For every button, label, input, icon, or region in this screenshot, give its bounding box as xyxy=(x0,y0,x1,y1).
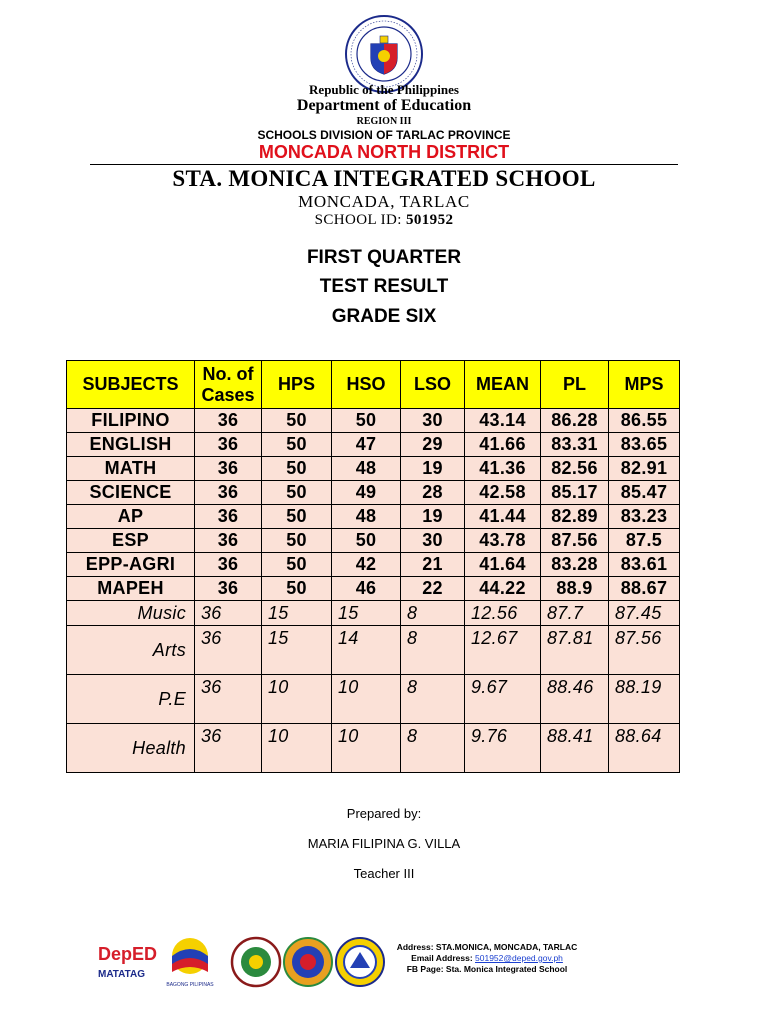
value-cell: 30 xyxy=(401,529,465,553)
value-cell: 28 xyxy=(401,481,465,505)
value-cell: 19 xyxy=(401,457,465,481)
table-row xyxy=(67,577,680,601)
value-cell: 41.66 xyxy=(465,433,541,457)
value-cell: 41.44 xyxy=(465,505,541,529)
table-row xyxy=(67,675,680,724)
column-header: HPS xyxy=(262,361,332,409)
value-cell: 85.17 xyxy=(541,481,609,505)
value-cell: 50 xyxy=(332,529,401,553)
title-test-result: TEST RESULT xyxy=(319,276,449,297)
table-row xyxy=(67,505,680,529)
value-cell: 83.61 xyxy=(609,553,680,577)
value-cell: 88.9 xyxy=(541,577,609,601)
value-cell: 41.64 xyxy=(465,553,541,577)
school-name: STA. MONICA INTEGRATED SCHOOL xyxy=(172,166,596,191)
table-row xyxy=(67,457,680,481)
email-link[interactable]: 501952@deped.gov.ph xyxy=(475,953,563,963)
value-cell: 12.67 xyxy=(465,626,541,675)
column-header: No. of Cases xyxy=(195,361,262,409)
value-cell: 22 xyxy=(401,577,465,601)
subject-cell: MATH xyxy=(67,457,195,481)
value-cell: 46 xyxy=(332,577,401,601)
subject-cell: ESP xyxy=(67,529,195,553)
subject-cell: Health xyxy=(67,724,195,773)
table-row xyxy=(67,529,680,553)
value-cell: 88.67 xyxy=(609,577,680,601)
table-row xyxy=(67,626,680,675)
svg-text:BAGONG PILIPINAS: BAGONG PILIPINAS xyxy=(166,982,214,988)
value-cell: 12.56 xyxy=(465,601,541,626)
subject-cell: SCIENCE xyxy=(67,481,195,505)
svg-text:MATATAG: MATATAG xyxy=(98,969,146,980)
subject-cell: FILIPINO xyxy=(67,409,195,433)
republic-line: Republic of the Philippines xyxy=(309,82,459,97)
subject-cell: EPP-AGRI xyxy=(67,553,195,577)
value-cell: 87.56 xyxy=(609,626,680,675)
value-cell: 48 xyxy=(332,505,401,529)
district-line: MONCADA NORTH DISTRICT xyxy=(258,142,510,162)
value-cell: 36 xyxy=(195,675,262,724)
preparer-name: MARIA FILIPINA G. VILLA xyxy=(307,836,461,851)
value-cell: 87.7 xyxy=(541,601,609,626)
school-id xyxy=(0,212,768,229)
value-cell: 10 xyxy=(332,675,401,724)
value-cell: 85.47 xyxy=(609,481,680,505)
value-cell: 50 xyxy=(262,481,332,505)
column-header: LSO xyxy=(401,361,465,409)
value-cell: 9.67 xyxy=(465,675,541,724)
value-cell: 50 xyxy=(262,577,332,601)
value-cell: 10 xyxy=(332,724,401,773)
prepared-by-label: Prepared by: xyxy=(346,806,422,821)
value-cell: 87.56 xyxy=(541,529,609,553)
preparer-position: Teacher III xyxy=(353,866,415,881)
value-cell: 14 xyxy=(332,626,401,675)
value-cell: 83.31 xyxy=(541,433,609,457)
value-cell: 50 xyxy=(332,409,401,433)
table-row xyxy=(67,601,680,626)
value-cell: 48 xyxy=(332,457,401,481)
value-cell: 88.64 xyxy=(609,724,680,773)
value-cell: 36 xyxy=(195,409,262,433)
bagong-pilipinas-logo xyxy=(166,938,214,988)
value-cell: 36 xyxy=(195,481,262,505)
subject-cell: AP xyxy=(67,505,195,529)
value-cell: 87.45 xyxy=(609,601,680,626)
value-cell: 44.22 xyxy=(465,577,541,601)
value-cell: 43.78 xyxy=(465,529,541,553)
value-cell: 47 xyxy=(332,433,401,457)
value-cell: 41.36 xyxy=(465,457,541,481)
footer-email xyxy=(392,953,582,964)
value-cell: 36 xyxy=(195,724,262,773)
table-row xyxy=(67,724,680,773)
column-header: PL xyxy=(541,361,609,409)
deped-matatag-logo xyxy=(98,944,157,980)
footer-email-label: Email Address: xyxy=(411,953,476,963)
value-cell: 8 xyxy=(401,626,465,675)
value-cell: 50 xyxy=(262,505,332,529)
value-cell: 82.89 xyxy=(541,505,609,529)
division-seal-logo xyxy=(232,938,280,986)
value-cell: 86.55 xyxy=(609,409,680,433)
subject-cell: P.E xyxy=(67,675,195,724)
value-cell: 36 xyxy=(195,529,262,553)
value-cell: 88.46 xyxy=(541,675,609,724)
column-header: MPS xyxy=(609,361,680,409)
table-row xyxy=(67,409,680,433)
value-cell: 50 xyxy=(262,409,332,433)
value-cell: 15 xyxy=(262,601,332,626)
value-cell: 8 xyxy=(401,601,465,626)
value-cell: 21 xyxy=(401,553,465,577)
district-seal-logo xyxy=(284,938,332,986)
table-row xyxy=(67,481,680,505)
value-cell: 9.76 xyxy=(465,724,541,773)
value-cell: 88.41 xyxy=(541,724,609,773)
value-cell: 36 xyxy=(195,457,262,481)
school-address: MONCADA, TARLAC xyxy=(298,192,470,211)
title-grade: GRADE SIX xyxy=(331,306,437,327)
value-cell: 36 xyxy=(195,433,262,457)
value-cell: 87.81 xyxy=(541,626,609,675)
column-header: HSO xyxy=(332,361,401,409)
value-cell: 83.28 xyxy=(541,553,609,577)
value-cell: 10 xyxy=(262,675,332,724)
department-line: Department of Education xyxy=(296,97,472,114)
header-divider xyxy=(90,164,678,165)
value-cell: 49 xyxy=(332,481,401,505)
value-cell: 42.58 xyxy=(465,481,541,505)
footer-logos xyxy=(98,934,388,990)
subject-cell: ENGLISH xyxy=(67,433,195,457)
value-cell: 83.65 xyxy=(609,433,680,457)
value-cell: 82.56 xyxy=(541,457,609,481)
value-cell: 36 xyxy=(195,601,262,626)
table-row xyxy=(67,553,680,577)
footer-contact xyxy=(392,942,582,975)
value-cell: 50 xyxy=(262,529,332,553)
value-cell: 36 xyxy=(195,626,262,675)
title-quarter: FIRST QUARTER xyxy=(306,247,462,268)
value-cell: 36 xyxy=(195,505,262,529)
table-header-row xyxy=(67,361,680,409)
value-cell: 88.19 xyxy=(609,675,680,724)
value-cell: 30 xyxy=(401,409,465,433)
value-cell: 50 xyxy=(262,433,332,457)
value-cell: 10 xyxy=(262,724,332,773)
value-cell: 36 xyxy=(195,553,262,577)
value-cell: 86.28 xyxy=(541,409,609,433)
region-line: REGION III xyxy=(356,116,412,127)
subject-cell: Music xyxy=(67,601,195,626)
footer-address: Address: STA.MONICA, MONCADA, TARLAC xyxy=(396,942,578,952)
value-cell: 8 xyxy=(401,675,465,724)
value-cell: 50 xyxy=(262,457,332,481)
value-cell: 42 xyxy=(332,553,401,577)
value-cell: 83.23 xyxy=(609,505,680,529)
value-cell: 29 xyxy=(401,433,465,457)
table-row xyxy=(67,433,680,457)
subject-cell: Arts xyxy=(67,626,195,675)
value-cell: 82.91 xyxy=(609,457,680,481)
school-seal-logo xyxy=(336,938,384,986)
footer-fb-page: FB Page: Sta. Monica Integrated School xyxy=(406,964,568,974)
subject-cell: MAPEH xyxy=(67,577,195,601)
value-cell: 15 xyxy=(332,601,401,626)
svg-text:DepED: DepED xyxy=(98,944,158,964)
results-table xyxy=(66,360,680,773)
school-id-label: SCHOOL ID: xyxy=(314,212,406,228)
value-cell: 50 xyxy=(262,553,332,577)
division-line: SCHOOLS DIVISION OF TARLAC PROVINCE xyxy=(257,128,511,142)
value-cell: 87.5 xyxy=(609,529,680,553)
value-cell: 36 xyxy=(195,577,262,601)
value-cell: 19 xyxy=(401,505,465,529)
column-header: MEAN xyxy=(465,361,541,409)
value-cell: 15 xyxy=(262,626,332,675)
value-cell: 43.14 xyxy=(465,409,541,433)
value-cell: 8 xyxy=(401,724,465,773)
school-id-value: 501952 xyxy=(405,212,454,228)
column-header: SUBJECTS xyxy=(67,361,195,409)
